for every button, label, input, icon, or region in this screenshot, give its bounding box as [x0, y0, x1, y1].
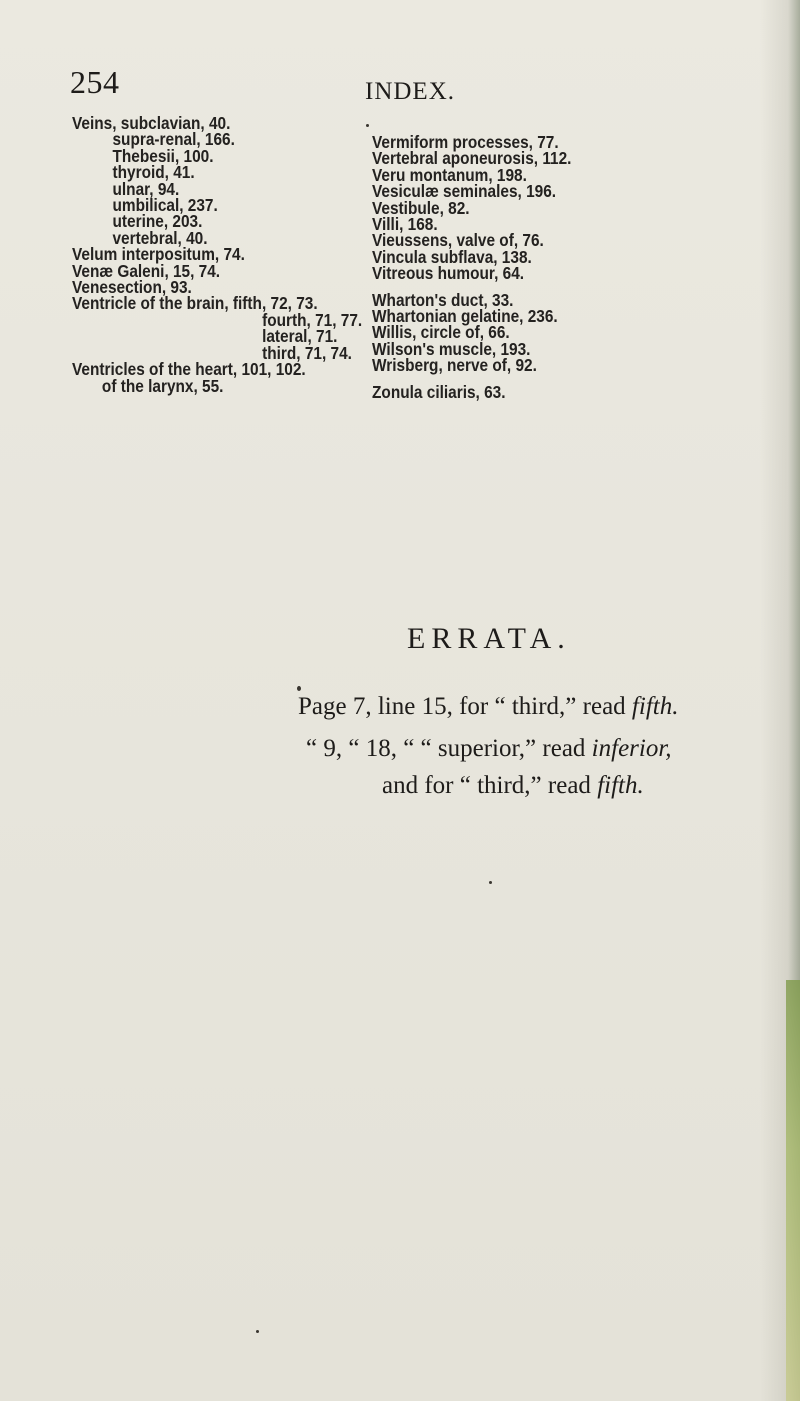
index-column-right [372, 134, 571, 400]
index-entry: Ventricle of the brain, fifth, 72, 73. [72, 293, 318, 314]
index-entry: Villi, 168. [372, 214, 438, 235]
index-entry: Vieussens, valve of, 76. [372, 230, 544, 251]
index-entry: Thebesii, 100. [112, 145, 214, 166]
index-entry: Vesiculæ seminales, 196. [372, 181, 557, 202]
index-entry: Vincula subflava, 138. [372, 246, 532, 267]
index-entry: ulnar, 94. [112, 178, 180, 199]
index-column-left [72, 115, 362, 394]
ink-speck [366, 124, 369, 127]
errata-text: and for “ third,” read [382, 772, 598, 799]
errata-line [306, 735, 672, 763]
index-entry: Wrisberg, nerve of, 92. [372, 355, 537, 376]
index-entry: Vestibule, 82. [372, 197, 470, 218]
index-entry: Venesection, 93. [72, 277, 192, 298]
index-entry: Zonula ciliaris, 63. [372, 381, 506, 402]
index-entry: Ventricles of the heart, 101, 102. [72, 359, 306, 380]
index-entry: fourth, 71, 77. [262, 309, 363, 330]
index-entry: Wharton's duct, 33. [372, 289, 514, 310]
ink-speck [489, 881, 492, 884]
errata-line [382, 772, 644, 800]
binding-edge [786, 980, 800, 1401]
index-entry: Veins, subclavian, 40. [72, 113, 231, 133]
errata-correction: inferior, [591, 735, 672, 762]
ink-speck [297, 686, 301, 691]
index-entry: lateral, 71. [262, 326, 338, 347]
index-entry: third, 71, 74. [262, 342, 352, 363]
errata-correction: fifth. [631, 693, 679, 720]
ink-speck [256, 1330, 259, 1333]
index-entry: umbilical, 237. [112, 195, 218, 216]
page-number: 254 [70, 64, 120, 100]
errata-title: ERRATA. [407, 622, 571, 655]
index-entry: Wilson's muscle, 193. [372, 338, 531, 359]
index-entry: uterine, 203. [112, 211, 203, 232]
index-entry: Velum interpositum, 74. [72, 244, 245, 265]
errata-text: “ 9, “ 18, “ “ superior,” read [306, 735, 592, 762]
index-title: INDEX. [365, 78, 456, 105]
index-entry: vertebral, 40. [112, 227, 208, 248]
index-entry: Vermiform processes, 77. [372, 132, 559, 152]
index-entry: Willis, circle of, 66. [372, 322, 510, 343]
index-entry: Vitreous humour, 64. [372, 263, 525, 284]
index-entry: Vertebral aponeurosis, 112. [372, 148, 572, 169]
index-entry: supra-renal, 166. [112, 129, 235, 150]
errata-correction: fifth. [597, 772, 644, 799]
index-entry: Veru montanum, 198. [372, 164, 527, 185]
errata-text: Page 7, line 15, for “ third,” read [298, 693, 632, 720]
index-entry: Venæ Galeni, 15, 74. [72, 260, 221, 281]
errata-line [298, 693, 678, 721]
index-entry: Whartonian gelatine, 236. [372, 306, 558, 327]
index-entry: thyroid, 41. [112, 162, 195, 183]
index-entry: of the larynx, 55. [101, 375, 224, 396]
